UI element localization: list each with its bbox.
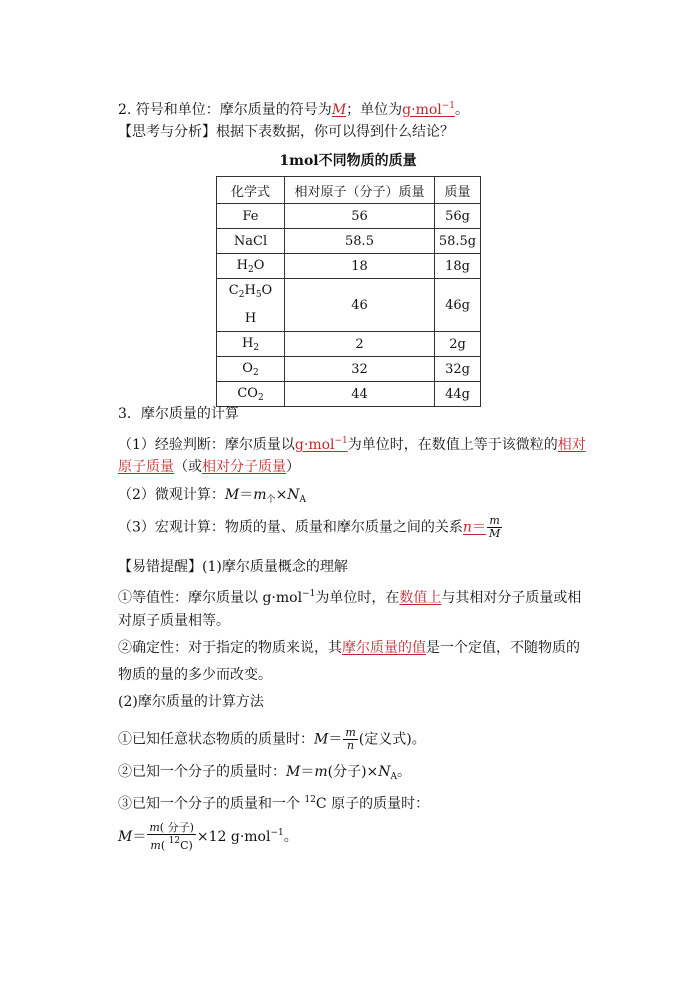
calc-method-title: (2)摩尔质量的计算方法 [118, 694, 264, 710]
think-label: 【思考与分析】 [118, 124, 216, 140]
formula-cell: $O_2$ [217, 357, 285, 382]
table-row: Fe 56 56g [217, 204, 481, 229]
equivalence-line: ①等值性：摩尔质量以 g·mol$^{-1}$为单位时，在数值上与其相对分子质量或相 [118, 589, 582, 606]
table-row: $H_2$ 2 2g [217, 332, 481, 357]
table-row: $H_2O$ 18 18g [217, 254, 481, 279]
section3-title: 3．摩尔质量的计算 [118, 406, 239, 422]
header-formula: 化学式 [217, 177, 285, 204]
method2-line: ②已知一个分子的质量时：M＝m(分子)$\times N_A$。 [118, 764, 412, 782]
method1-fraction: $\frac{m}{n}$ [345, 726, 356, 752]
think-analysis-line [118, 122, 454, 142]
table-row: $CO_2$ 44 44g [217, 382, 481, 407]
table-header-row [217, 177, 481, 204]
formula-cell: $H_2$ [217, 332, 285, 357]
table-row: $O_2$ 32 32g [217, 357, 481, 382]
table-row: NaCl 58.5 58.5g [217, 229, 481, 254]
molar-mass-unit: g·mol$^{-1}$ [402, 101, 456, 118]
macro-fraction: $\frac{m}{M}$ [488, 514, 501, 540]
definiteness-line: ②确定性：对于指定的物质来说，其摩尔质量的值是一个定值，不随物质的 [118, 640, 580, 656]
equivalence-line-2: 对原子质量相等。 [118, 613, 230, 629]
table-row: $C_2H_5O$ H 46 46g [217, 279, 481, 332]
definiteness-line-2: 物质的量的多少而改变。 [118, 667, 272, 683]
formula-cell: $C_2H_5O$ H [217, 279, 285, 332]
experience-judgement-line: （1）经验判断：摩尔质量以g·mol$^{-1}$为单位时，在数值上等于该微粒的相对 [118, 436, 586, 453]
symbol-prefix: 2. 符号和单位：摩尔质量的符号为 [118, 102, 332, 118]
molar-mass-table [216, 176, 481, 407]
method3-fraction: $\frac{\text{m( 分子)}}{m( ^{12}C)}$ [149, 821, 194, 852]
symbol-unit-line: 2. 符号和单位：摩尔质量的符号为M；单位为g·mol$^{-1}$。 [118, 101, 470, 118]
experience-judgement-line-2: 原子质量（或相对分子质量） [118, 459, 300, 475]
formula-cell: $CO_2$ [217, 382, 285, 407]
molar-mass-symbol: M [331, 102, 347, 118]
formula-cell: $H_2O$ [217, 254, 285, 279]
method1-line: ①已知任意状态物质的质量时：M＝ $\frac{m}{n}$ (定义式)。 [118, 726, 426, 752]
tips-heading: 【易错提醒】(1)摩尔质量概念的理解 [118, 559, 348, 575]
unit-prefix: ；单位为 [346, 102, 403, 118]
header-mass: 质量 [435, 177, 481, 204]
macro-calc-line: （3）宏观计算：物质的量、质量和摩尔质量之间的关系n＝ $\frac{m}{M}$ [118, 514, 501, 540]
method3-formula-line: M＝ $\frac{\text{m( 分子)}}{m( ^{12}C)}$ ×12 g·mol$^{-1}$。 [118, 821, 298, 852]
micro-calc-line: （2）微观计算：$M=m_个\times N_A$ [118, 487, 307, 505]
think-text: 根据下表数据，你可以得到什么结论？ [216, 124, 454, 140]
header-relative-mass: 相对原子（分子）质量 [285, 177, 435, 204]
method3-line: ③已知一个分子的质量和一个 $^{12}$C 原子的质量时： [118, 795, 430, 812]
table-title: 1mol不同物质的质量 [279, 153, 417, 169]
